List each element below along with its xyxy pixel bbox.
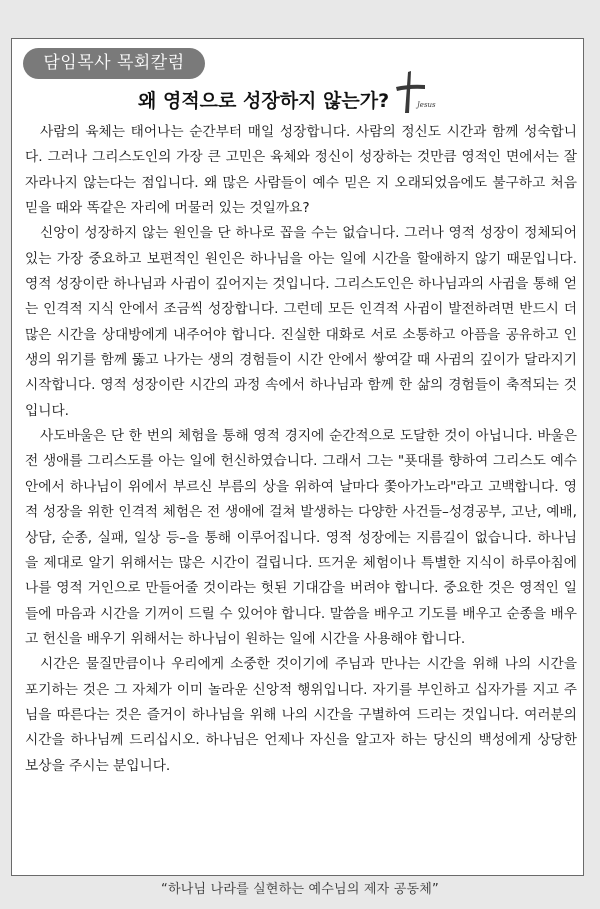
column-body <box>25 120 577 779</box>
paragraph-1: 사람의 육체는 태어나는 순간부터 매일 성장합니다. 사람의 정신도 시간과 함께 성숙합니다. 그러나 그리스도인의 가장 큰 고민은 육체와 정신이 성장하는 것만큼 영적인 면에서는 잘 자라나지 않는다는 점입니다. 왜 많은 사람들이 예수 믿은 지 오래되었음에도 불구하고 처음 믿을 때와 똑같은 자리에 머물러 있는 것일까요? <box>25 124 577 217</box>
paragraph-3: 사도바울은 단 한 번의 체험을 통해 영적 경지에 순간적으로 도달한 것이 아닙니다. 바울은 전 생애를 그리스도를 아는 일에 헌신하였습니다. 그래서 그는 "푯대를 향하여 그리스도 예수 안에서 하나님이 위에서 부르신 부름의 상을 위하여 날마다 쫓아가노라"라고 고백합니다. 영적 성장을 위한 인격적 체험은 전 생애에 걸쳐 발생하는 다양한 사건들–성경공부, 고난, 예배, 상담, 순종, 실패, 일상 등–을 통해 이루어집니다. 영적 성장에는 지름길이 없습니다. 하나님을 제대로 알기 위해서는 많은 시간이 걸립니다. 뜨거운 체험이나 특별한 지식이 하루아침에 나를 영적 거인으로 만들어줄 것이라는 헛된 기대감을 버려야 합니다. 중요한 것은 영적인 일들에 마음과 시간을 기꺼이 드릴 수 있어야 합니다. 말씀을 배우고 기도를 배우고 순종을 배우고 헌신을 배우기 위해서는 하나님이 원하는 일에 시간을 사용해야 합니다. <box>25 428 577 647</box>
column-category-badge: 담임목사 목회칼럼 <box>23 48 205 79</box>
church-motto: “하나님 나라를 실현하는 예수님의 제자 공동체” <box>161 882 439 897</box>
column-title: 왜 영적으로 성장하지 않는가? <box>138 90 390 112</box>
cross-logo-icon <box>395 70 441 114</box>
logo-text: Jesus <box>417 101 436 109</box>
paragraph-4: 시간은 물질만큼이나 우리에게 소중한 것이기에 주님과 만나는 시간을 위해 나의 시간을 포기하는 것은 그 자체가 이미 놀라운 신앙적 행위입니다. 자기를 부인하고 십자가를 지고 주님을 따른다는 것은 즐거이 하나님을 위해 나의 시간을 구별하여 드리는 것입니다. 여러분의 시간을 하나님께 드리십시오. 하나님은 언제나 자신을 알고자 하는 당신의 백성에게 상당한 보상을 주시는 분입니다. <box>25 656 577 774</box>
paragraph-2: 신앙이 성장하지 않는 원인을 단 하나로 꼽을 수는 없습니다. 그러나 영적 성장이 정체되어 있는 가장 중요하고 보편적인 원인은 하나님을 아는 일에 시간을 할애하지 않기 때문입니다. 영적 성장이란 하나님과 사귐이 깊어지는 것입니다. 그리스도인은 하나님과의 사귐을 통해 얻는 인격적 지식 안에서 조금씩 성장합니다. 그런데 모든 인격적 사귐이 발전하려면 반드시 더 많은 시간을 상대방에게 내주어야 합니다. 진실한 대화로 서로 소통하고 아픔을 공유하고 인생의 위기를 함께 뚫고 나가는 생의 경험들이 시간 안에서 쌓여갈 때 사귐의 깊이가 달라지기 시작합니다. 영적 성장이란 시간의 과정 속에서 하나님과 함께 한 삶의 경험들이 축적되는 것입니다. <box>25 225 577 419</box>
